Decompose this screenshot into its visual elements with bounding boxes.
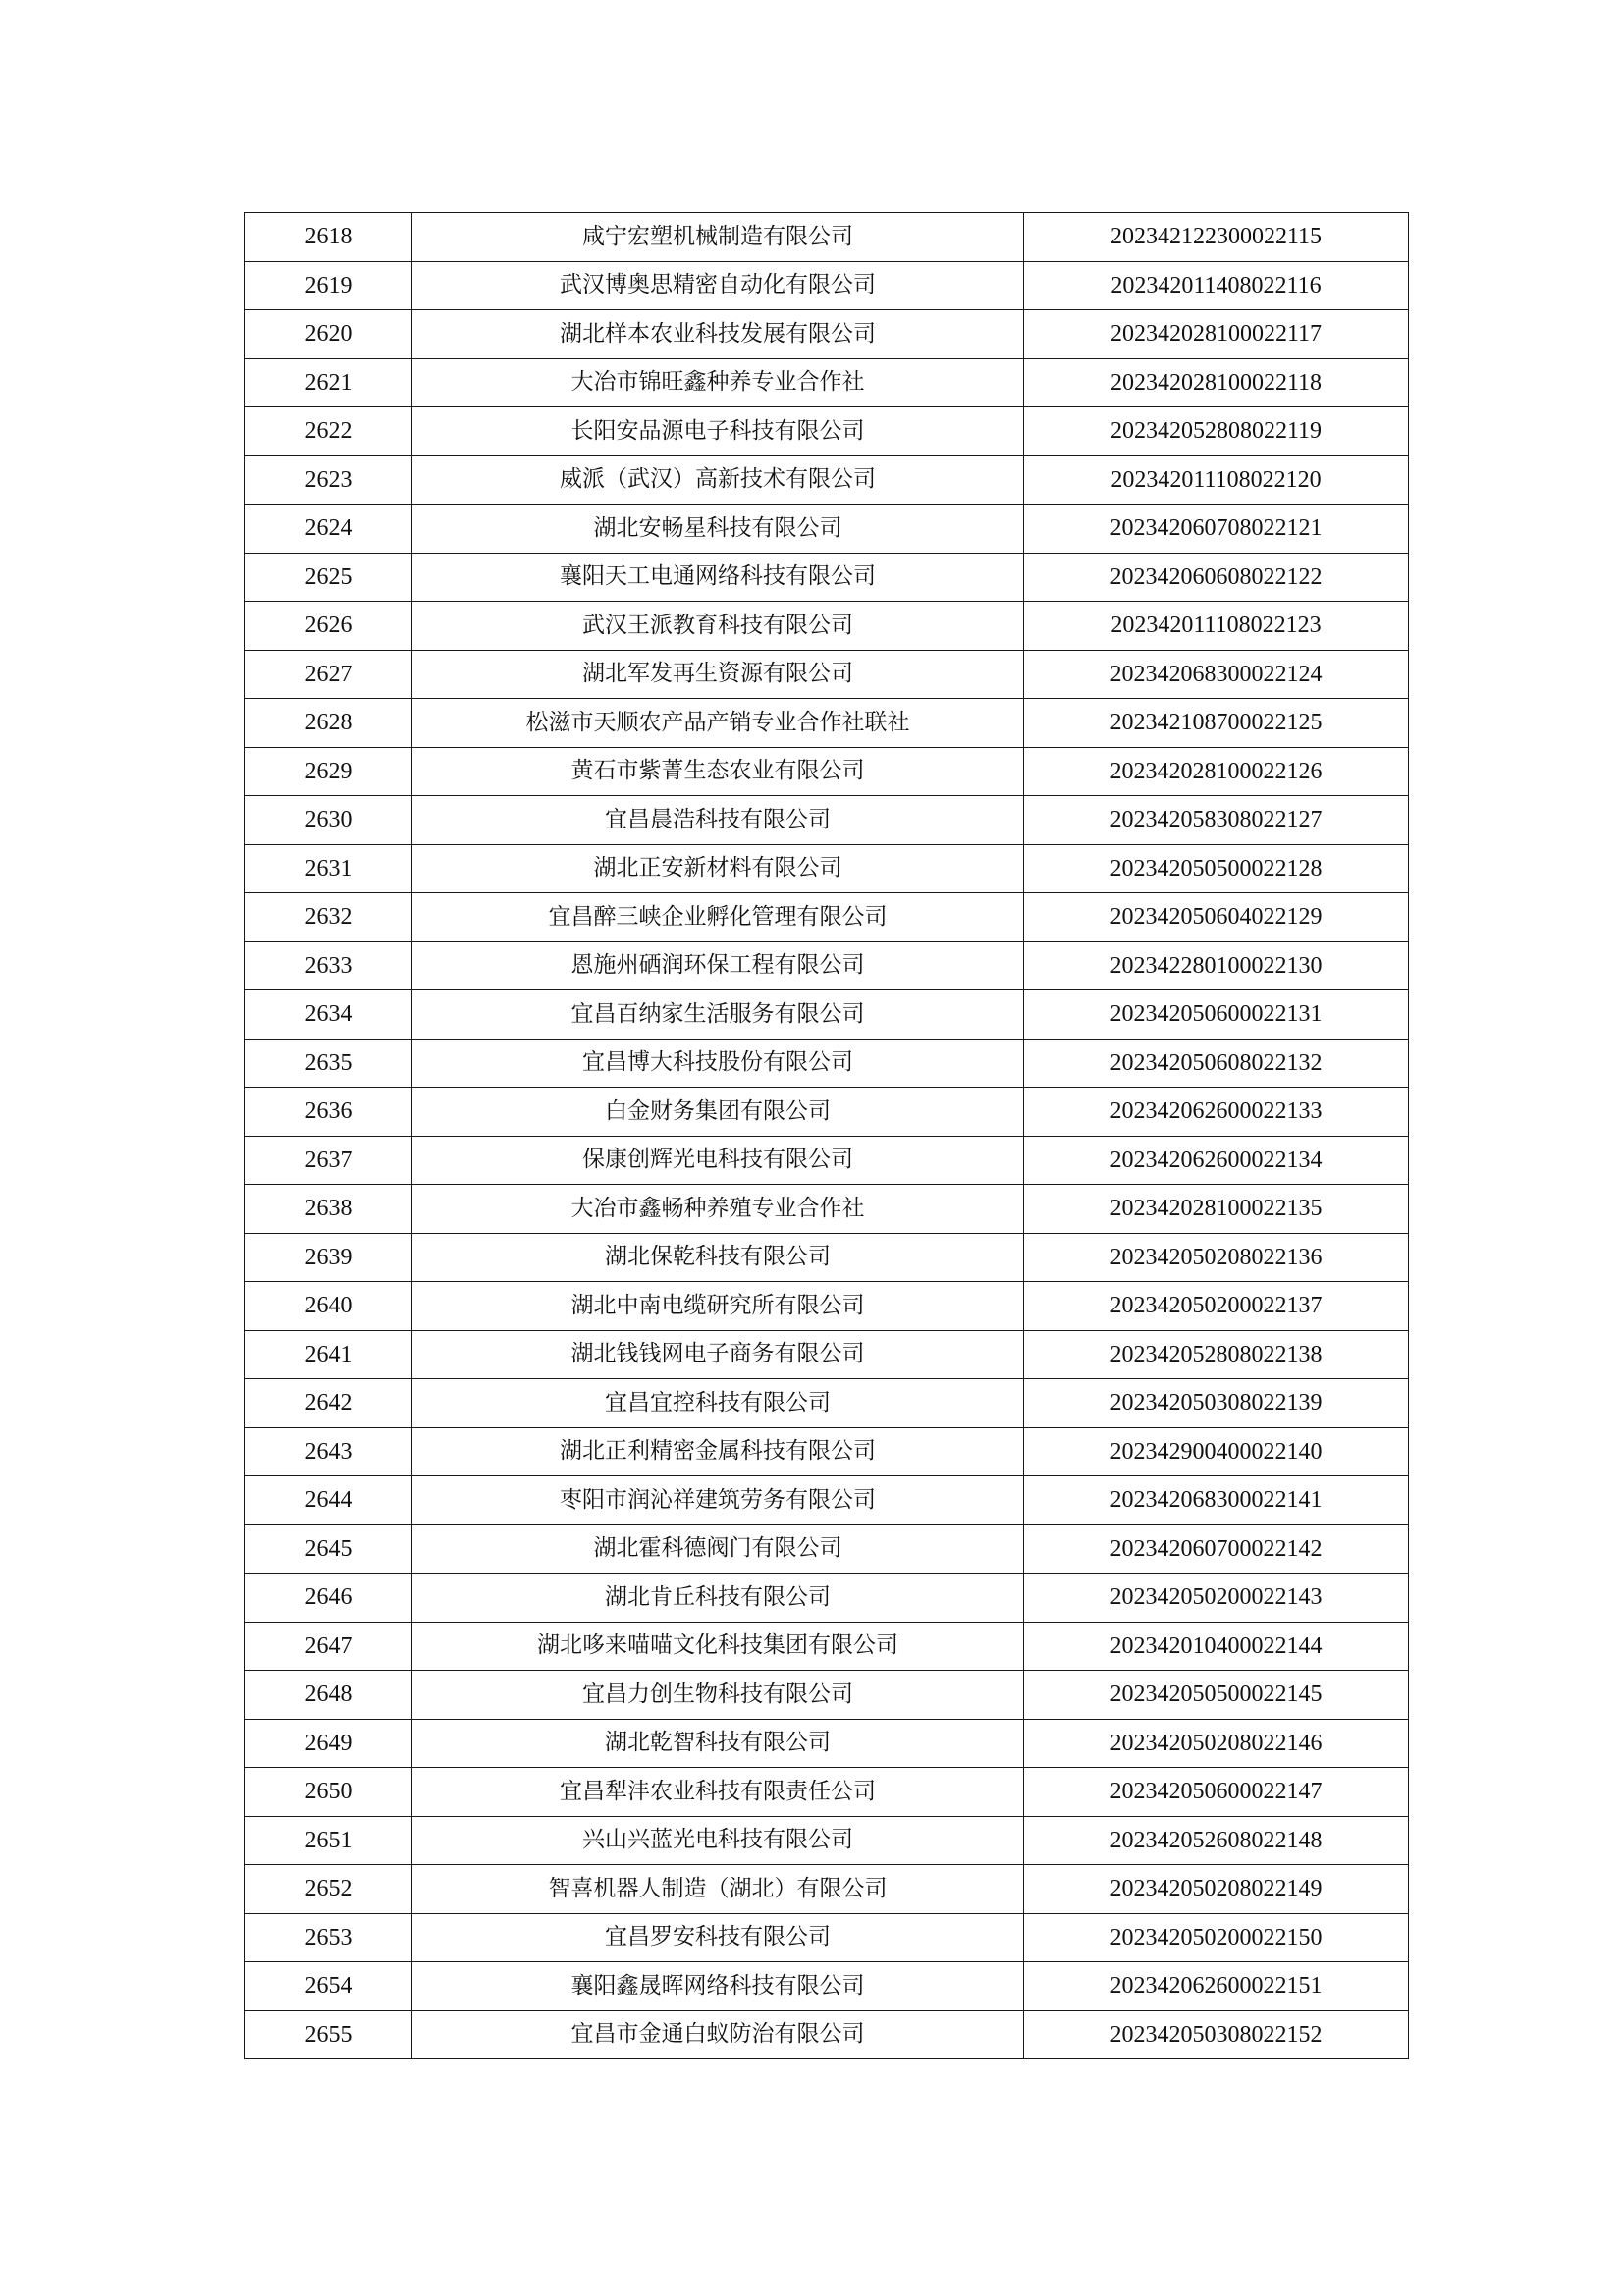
row-index-cell: 2621 [245, 358, 412, 407]
registration-code-cell: 202342060708022121 [1024, 505, 1409, 554]
company-name-cell: 湖北样本农业科技发展有限公司 [412, 310, 1024, 359]
table-row [245, 1719, 1409, 1768]
row-index-cell: 2629 [245, 747, 412, 796]
registration-code-cell: 202342050308022152 [1024, 2010, 1409, 2059]
table-row [245, 1913, 1409, 1962]
company-name-cell: 黄石市紫菁生态农业有限公司 [412, 747, 1024, 796]
company-name-cell: 宜昌力创生物科技有限公司 [412, 1671, 1024, 1720]
row-index-cell: 2635 [245, 1039, 412, 1088]
table-row [245, 941, 1409, 990]
table-row [245, 1185, 1409, 1234]
company-name-cell: 兴山兴蓝光电科技有限公司 [412, 1816, 1024, 1865]
table-row [245, 1379, 1409, 1428]
row-index-cell: 2618 [245, 213, 412, 262]
company-name-cell: 武汉博奥思精密自动化有限公司 [412, 261, 1024, 310]
row-index-cell: 2638 [245, 1185, 412, 1234]
table-row [245, 407, 1409, 456]
table-row [245, 893, 1409, 942]
company-name-cell: 湖北钱钱网电子商务有限公司 [412, 1330, 1024, 1379]
registration-code-cell: 202342011108022123 [1024, 602, 1409, 651]
row-index-cell: 2646 [245, 1574, 412, 1623]
registration-code-cell: 202342050608022132 [1024, 1039, 1409, 1088]
company-name-cell: 宜昌罗安科技有限公司 [412, 1913, 1024, 1962]
company-name-cell: 湖北保乾科技有限公司 [412, 1233, 1024, 1282]
registration-code-cell: 202342068300022141 [1024, 1476, 1409, 1525]
table-row [245, 1671, 1409, 1720]
table-row [245, 1330, 1409, 1379]
registration-code-cell: 202342011108022120 [1024, 455, 1409, 505]
row-index-cell: 2619 [245, 261, 412, 310]
table-row [245, 990, 1409, 1040]
row-index-cell: 2641 [245, 1330, 412, 1379]
registration-code-cell: 202342028100022126 [1024, 747, 1409, 796]
row-index-cell: 2655 [245, 2010, 412, 2059]
registration-code-cell: 202342062600022151 [1024, 1962, 1409, 2011]
table-row [245, 1622, 1409, 1671]
company-name-cell: 湖北霍科德阀门有限公司 [412, 1524, 1024, 1574]
table-row [245, 1233, 1409, 1282]
registration-code-cell: 202342062600022133 [1024, 1088, 1409, 1137]
company-name-cell: 宜昌博大科技股份有限公司 [412, 1039, 1024, 1088]
row-index-cell: 2652 [245, 1865, 412, 1914]
registration-code-cell: 202342050208022146 [1024, 1719, 1409, 1768]
registration-code-cell: 202342011408022116 [1024, 261, 1409, 310]
row-index-cell: 2640 [245, 1282, 412, 1331]
row-index-cell: 2643 [245, 1427, 412, 1476]
company-name-cell: 宜昌醉三峡企业孵化管理有限公司 [412, 893, 1024, 942]
table-row [245, 1962, 1409, 2011]
row-index-cell: 2642 [245, 1379, 412, 1428]
company-name-cell: 湖北哆来喵喵文化科技集团有限公司 [412, 1622, 1024, 1671]
company-name-cell: 宜昌犁沣农业科技有限责任公司 [412, 1768, 1024, 1817]
registration-code-cell: 202342052608022148 [1024, 1816, 1409, 1865]
row-index-cell: 2624 [245, 505, 412, 554]
registration-code-cell: 202342068300022124 [1024, 650, 1409, 699]
registration-code-cell: 202342050500022128 [1024, 844, 1409, 893]
row-index-cell: 2648 [245, 1671, 412, 1720]
registration-code-cell: 202342050600022147 [1024, 1768, 1409, 1817]
company-name-cell: 宜昌晨浩科技有限公司 [412, 796, 1024, 845]
table-row [245, 1136, 1409, 1185]
row-index-cell: 2637 [245, 1136, 412, 1185]
registration-code-cell: 202342050604022129 [1024, 893, 1409, 942]
row-index-cell: 2649 [245, 1719, 412, 1768]
company-name-cell: 智喜机器人制造（湖北）有限公司 [412, 1865, 1024, 1914]
row-index-cell: 2654 [245, 1962, 412, 2011]
company-name-cell: 长阳安品源电子科技有限公司 [412, 407, 1024, 456]
row-index-cell: 2632 [245, 893, 412, 942]
row-index-cell: 2650 [245, 1768, 412, 1817]
row-index-cell: 2631 [245, 844, 412, 893]
company-name-cell: 湖北安畅星科技有限公司 [412, 505, 1024, 554]
registration-code-cell: 202342028100022135 [1024, 1185, 1409, 1234]
registration-code-cell: 202342052808022138 [1024, 1330, 1409, 1379]
company-name-cell: 湖北肯丘科技有限公司 [412, 1574, 1024, 1623]
company-name-cell: 枣阳市润沁祥建筑劳务有限公司 [412, 1476, 1024, 1525]
registration-code-cell: 202342052808022119 [1024, 407, 1409, 456]
company-registry-table [244, 212, 1409, 2059]
table-row [245, 1768, 1409, 1817]
table-row [245, 699, 1409, 748]
registration-code-cell: 202342050200022150 [1024, 1913, 1409, 1962]
row-index-cell: 2620 [245, 310, 412, 359]
row-index-cell: 2653 [245, 1913, 412, 1962]
company-name-cell: 湖北乾智科技有限公司 [412, 1719, 1024, 1768]
table-row [245, 650, 1409, 699]
registration-code-cell: 202342900400022140 [1024, 1427, 1409, 1476]
company-name-cell: 宜昌百纳家生活服务有限公司 [412, 990, 1024, 1040]
table-row [245, 747, 1409, 796]
registration-code-cell: 202342050308022139 [1024, 1379, 1409, 1428]
table-row [245, 213, 1409, 262]
company-name-cell: 松滋市天顺农产品产销专业合作社联社 [412, 699, 1024, 748]
company-name-cell: 恩施州硒润环保工程有限公司 [412, 941, 1024, 990]
row-index-cell: 2645 [245, 1524, 412, 1574]
company-name-cell: 白金财务集团有限公司 [412, 1088, 1024, 1137]
table-row [245, 844, 1409, 893]
company-name-cell: 襄阳天工电通网络科技有限公司 [412, 553, 1024, 602]
company-name-cell: 咸宁宏塑机械制造有限公司 [412, 213, 1024, 262]
registration-code-cell: 202342050200022137 [1024, 1282, 1409, 1331]
table-row [245, 1427, 1409, 1476]
registration-code-cell: 202342050600022131 [1024, 990, 1409, 1040]
row-index-cell: 2651 [245, 1816, 412, 1865]
table-row [245, 261, 1409, 310]
registration-code-cell: 202342050500022145 [1024, 1671, 1409, 1720]
table-row [245, 602, 1409, 651]
registration-code-cell: 202342050208022136 [1024, 1233, 1409, 1282]
table-row [245, 1865, 1409, 1914]
registration-code-cell: 202342010400022144 [1024, 1622, 1409, 1671]
company-name-cell: 湖北正安新材料有限公司 [412, 844, 1024, 893]
table-row [245, 505, 1409, 554]
registration-code-cell: 202342060608022122 [1024, 553, 1409, 602]
table-row [245, 1524, 1409, 1574]
registration-code-cell: 202342122300022115 [1024, 213, 1409, 262]
table-row [245, 796, 1409, 845]
company-name-cell: 湖北正利精密金属科技有限公司 [412, 1427, 1024, 1476]
company-name-cell: 宜昌市金通白蚁防治有限公司 [412, 2010, 1024, 2059]
registration-code-cell: 202342050200022143 [1024, 1574, 1409, 1623]
company-name-cell: 大冶市锦旺鑫种养专业合作社 [412, 358, 1024, 407]
company-name-cell: 武汉王派教育科技有限公司 [412, 602, 1024, 651]
table-body [245, 213, 1409, 2059]
table-row [245, 1476, 1409, 1525]
table-row [245, 553, 1409, 602]
row-index-cell: 2627 [245, 650, 412, 699]
table-row [245, 1816, 1409, 1865]
table-row [245, 310, 1409, 359]
row-index-cell: 2636 [245, 1088, 412, 1137]
company-name-cell: 保康创辉光电科技有限公司 [412, 1136, 1024, 1185]
company-name-cell: 湖北军发再生资源有限公司 [412, 650, 1024, 699]
row-index-cell: 2622 [245, 407, 412, 456]
registration-code-cell: 202342060700022142 [1024, 1524, 1409, 1574]
registration-code-cell: 202342108700022125 [1024, 699, 1409, 748]
row-index-cell: 2639 [245, 1233, 412, 1282]
company-name-cell: 宜昌宜控科技有限公司 [412, 1379, 1024, 1428]
registration-code-cell: 202342028100022117 [1024, 310, 1409, 359]
table-row [245, 1039, 1409, 1088]
table-row [245, 455, 1409, 505]
registration-code-cell: 202342058308022127 [1024, 796, 1409, 845]
registration-code-cell: 202342062600022134 [1024, 1136, 1409, 1185]
row-index-cell: 2644 [245, 1476, 412, 1525]
registration-code-cell: 202342028100022118 [1024, 358, 1409, 407]
company-name-cell: 威派（武汉）高新技术有限公司 [412, 455, 1024, 505]
row-index-cell: 2628 [245, 699, 412, 748]
table-row [245, 1574, 1409, 1623]
row-index-cell: 2647 [245, 1622, 412, 1671]
registration-code-cell: 202342280100022130 [1024, 941, 1409, 990]
row-index-cell: 2633 [245, 941, 412, 990]
row-index-cell: 2625 [245, 553, 412, 602]
company-name-cell: 襄阳鑫晟晖网络科技有限公司 [412, 1962, 1024, 2011]
company-name-cell: 湖北中南电缆研究所有限公司 [412, 1282, 1024, 1331]
company-name-cell: 大冶市鑫畅种养殖专业合作社 [412, 1185, 1024, 1234]
table-row [245, 1282, 1409, 1331]
row-index-cell: 2623 [245, 455, 412, 505]
row-index-cell: 2630 [245, 796, 412, 845]
row-index-cell: 2626 [245, 602, 412, 651]
row-index-cell: 2634 [245, 990, 412, 1040]
registration-code-cell: 202342050208022149 [1024, 1865, 1409, 1914]
table-row [245, 358, 1409, 407]
table-row [245, 2010, 1409, 2059]
table-row [245, 1088, 1409, 1137]
